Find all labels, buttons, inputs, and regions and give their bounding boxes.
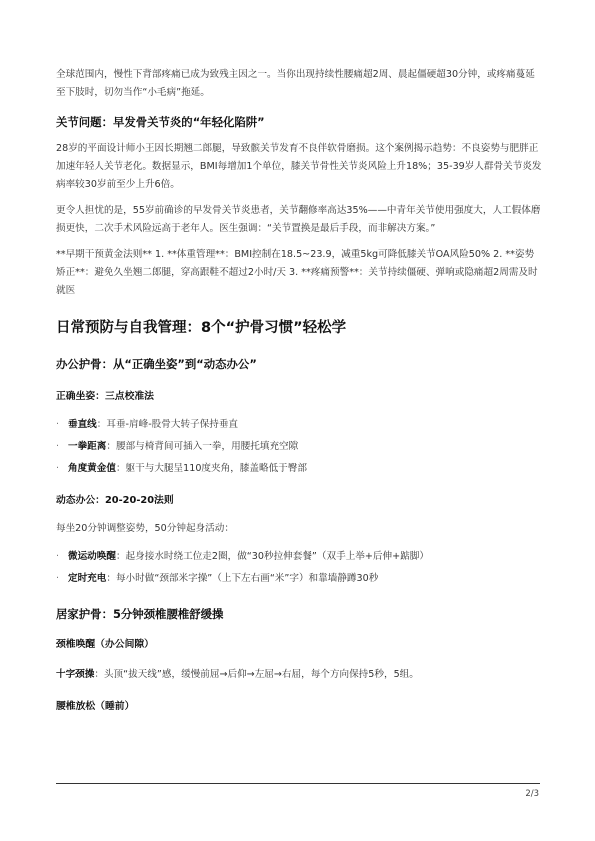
revision-paragraph: 更令人担忧的是，55岁前确诊的早发骨关节炎患者，关节翻修率高达35%——中青年关节使用强度大，人工假体磨损更快，二次手术风险远高于老年人。医生强调：“关节置换是最后手段，而非解决方案。” (56, 205, 541, 234)
list-item: · 定时充电：每小时做“颈部米字操”（上下左右画“米”字）和靠墙静蹲30秒 (56, 568, 542, 590)
list-item: · 垂直线：耳垂-肩峰-股骨大转子保持垂直 (56, 414, 542, 436)
posture-heading: 正确坐姿：三点校准法 (56, 391, 154, 402)
waist-heading: 腰椎放松（睡前） (56, 701, 135, 712)
posture-list (56, 414, 542, 480)
bullet-icon: · (56, 419, 60, 430)
intervention-paragraph: **早期干预黄金法则** 1. **体重管理**：BMI控制在18.5~23.9，减重5kg可降低膝关节OA风险50% 2. **姿势矫正**：避免久坐翘二郎腿，穿高跟鞋不超过2小时/天 3. **疼痛预警**：关节持续僵硬、弹响或隐痛超2周需及时就医 (56, 249, 538, 296)
list-item: · 一拳距离：腰部与椅背间可插入一拳，用腰托填充空隙 (56, 436, 542, 458)
dynamic-office-heading: 动态办公：20-20-20法则 (56, 495, 174, 506)
page-content (56, 66, 542, 716)
list-item: · 角度黄金值：躯干与大腿呈110度夹角，膝盖略低于臀部 (56, 458, 542, 480)
bullet-icon: · (56, 463, 60, 474)
footer-divider (56, 783, 540, 784)
list-item: · 微运动唤醒：起身接水时绕工位走2圈，做“30秒拉伸套餐”（双手上举+后伸+踮脚） (56, 546, 542, 568)
case-paragraph: 28岁的平面设计师小王因长期翘二郎腿，导致髌关节发育不良伴软骨磨损。这个案例揭示趋势：不良姿势与肥胖正加速年轻人关节老化。数据显示，BMI每增加1个单位，膝关节骨性关节炎风险上升18%；35-39岁人群骨关节炎发病率较30岁前至少上升6倍。 (56, 143, 542, 190)
dynamic-office-intro: 每坐20分钟调整姿势，50分钟起身活动： (56, 523, 234, 534)
bullet-icon: · (56, 551, 60, 562)
page-number: 2/3 (525, 789, 539, 799)
intro-paragraph: 全球范围内，慢性下背部疼痛已成为致残主因之一。当你出现持续性腰痛超2周、晨起僵硬超30分钟，或疼痛蔓延至下肢时，切勿当作“小毛病”拖延。 (56, 69, 535, 98)
subsection-heading-office: 办公护骨：从“正确坐姿”到“动态办公” (56, 357, 257, 371)
subsection-heading-home: 居家护骨：5分钟颈椎腰椎舒缓操 (56, 607, 224, 621)
dynamic-office-list (56, 546, 542, 590)
bullet-icon: · (56, 441, 60, 452)
neck-heading: 颈椎唤醒（办公间隙） (56, 639, 154, 650)
section-heading-daily-prevention: 日常预防与自我管理：8个“护骨习惯”轻松学 (56, 320, 347, 336)
bullet-icon: · (56, 573, 60, 584)
section-heading-joint-problems: 关节问题：早发骨关节炎的“年轻化陷阱” (56, 115, 265, 129)
neck-exercise-paragraph: 十字颈操：头顶“拔天线”感，缓慢前屈→后仰→左屈→右屈，每个方向保持5秒，5组。 (56, 669, 419, 680)
